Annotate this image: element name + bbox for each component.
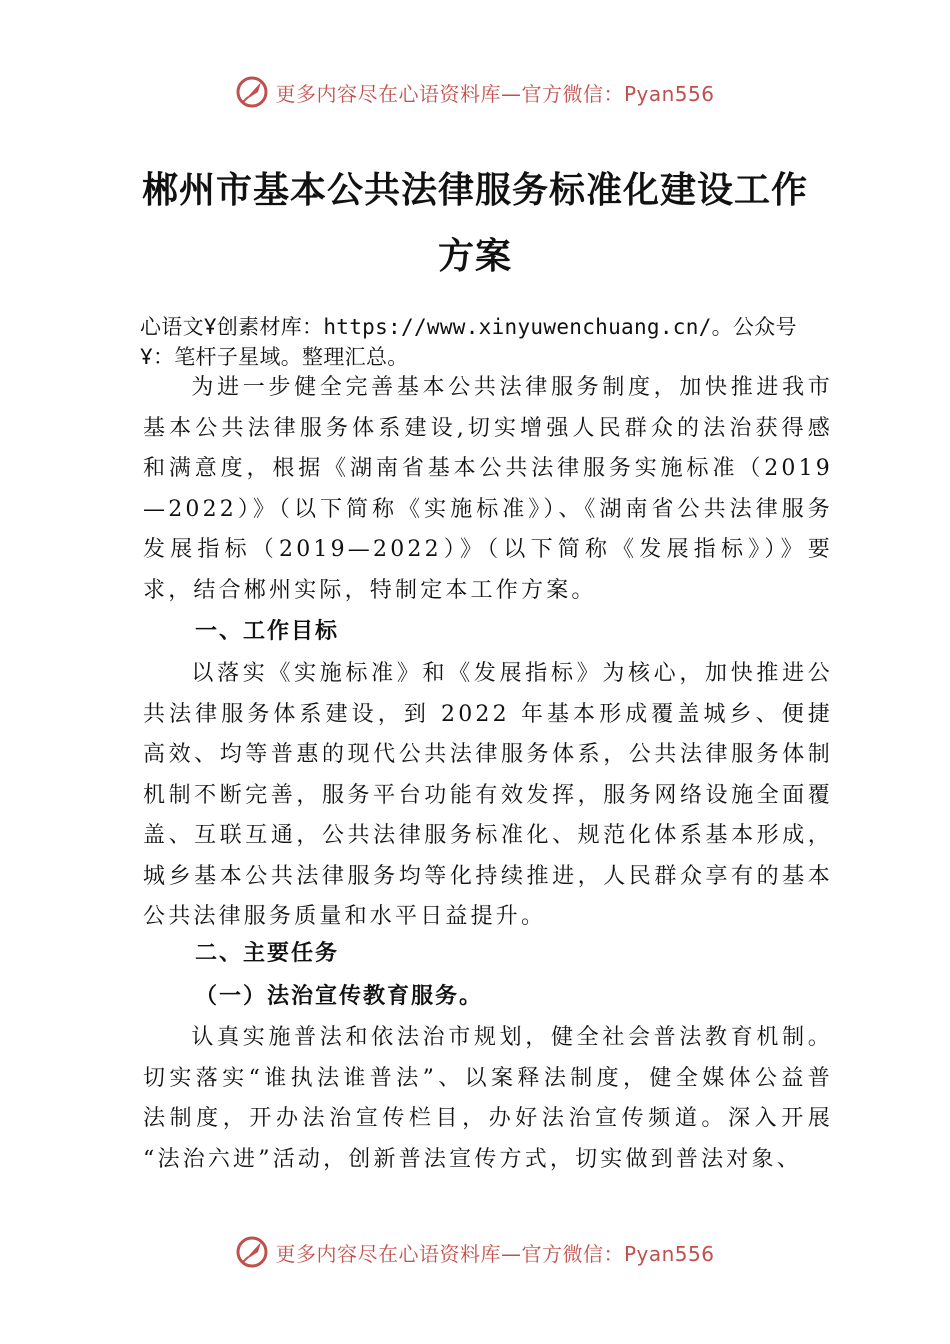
source-note: 心语文Ұ创素材库：https://www.xinyuwenchuang.cn/。公众号Ұ：笔杆子星域。整理汇总。 (140, 315, 797, 369)
quill-seal-icon (235, 1235, 269, 1269)
banner-text: 更多内容尽在心语资料库—官方微信：Pyan556 (275, 81, 715, 106)
section-heading-tasks: 二、主要任务 (195, 941, 340, 966)
intro-paragraph: 为进一步健全完善基本公共法律服务制度，加快推进我市基本公共法律服务体系建设,切实增强人民群众的法治获得感和满意度，根据《湖南省基本公共法律服务实施标准（2019—2022）》（以下简称《实施标准》）、《湖南省公共法律服务发展指标（2019—2022）》（以下简称《发展指标》）》要求，结合郴州实际，特制定本工作方案。 (143, 375, 833, 603)
goals-paragraph: 以落实《实施标准》和《发展指标》为核心，加快推进公共法律服务体系建设，到 2022 年基本形成覆盖城乡、便捷高效、均等普惠的现代公共法律服务体系，公共法律服务体制机制不断完善，服务平台功能有效发挥，服务网络设施全面覆盖、互联互通，公共法律服务标准化、规范化体系基本形成，城乡基本公共法律服务均等化持续推进，人民群众享有的基本公共法律服务质量和水平日益提升。 (143, 661, 833, 929)
subsection-heading-legal-education: （一）法治宣传教育服务。 (195, 983, 484, 1009)
footer-banner (0, 1232, 950, 1272)
section-heading-goals: 一、工作目标 (195, 619, 340, 644)
document-title-line-1: 郴州市基本公共法律服务标准化建设工作 (141, 170, 808, 211)
header-banner (0, 72, 950, 112)
quill-seal-icon (235, 75, 269, 109)
legal-education-paragraph: 认真实施普法和依法治市规划，健全社会普法教育机制。切实落实“谁执法谁普法”、以案释法制度，健全媒体公益普 法制度，开办法治宣传栏目，办好法治宣传频道。深入开展 “法治六进”活动，创新普法宣传方式，切实做到普法对象、 (143, 1025, 833, 1172)
banner-text: 更多内容尽在心语资料库—官方微信：Pyan556 (275, 1241, 715, 1266)
document-title-line-2: 方案 (437, 236, 512, 277)
